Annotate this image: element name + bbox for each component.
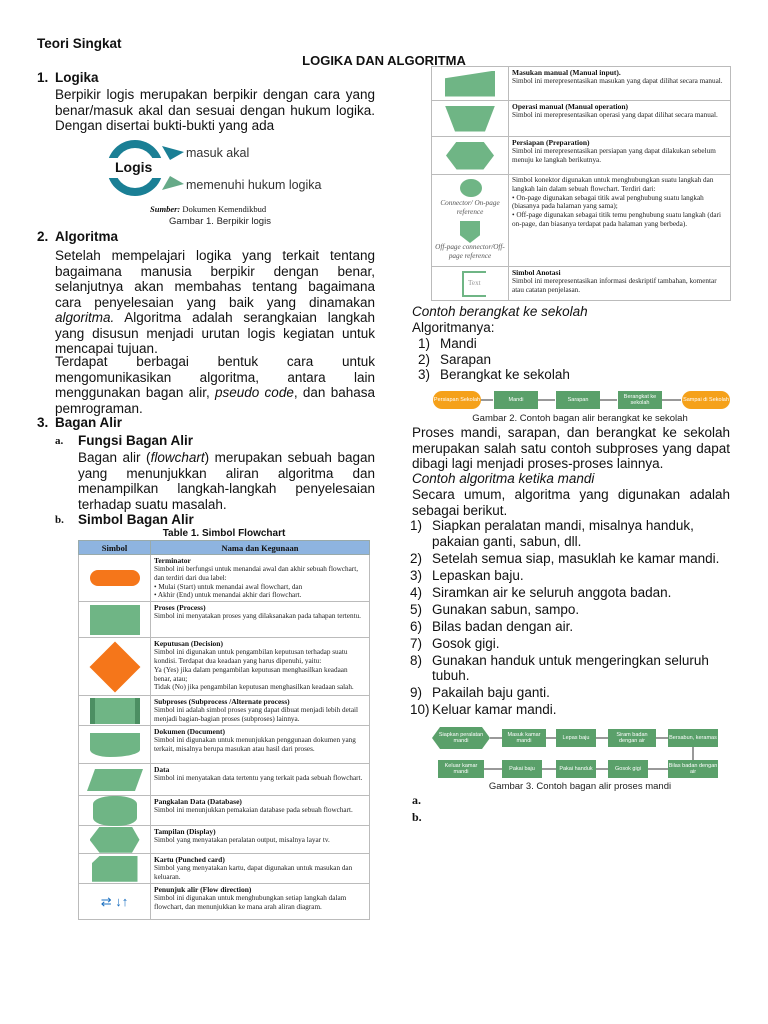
row-title: Kartu (Punched card) [154, 855, 225, 865]
step-text: Gosok gigi. [432, 635, 500, 651]
symbol-cell [79, 555, 151, 602]
flowchart-symbol-table-cont [431, 66, 731, 301]
row-title: Penunjuk alir (Flow direction) [154, 885, 252, 895]
fc2-row1-label: Masuk kamar mandi [507, 732, 541, 744]
fc1-label-0: Persiapan Sekolah [433, 397, 481, 403]
figure-1-caption: Gambar 1. Berpikir logis [169, 216, 271, 227]
step-item [410, 602, 732, 618]
preparation-icon [446, 142, 494, 170]
fc2-row2-label: Keluar kamar mandi [444, 763, 478, 775]
row-desc-line: Simbol ini digunakan untuk menghubungkan setiap langkah dalam flowchart, dan menunjukkan ke mana arah aliran diagram. [154, 894, 347, 911]
step-number: 6) [410, 618, 423, 634]
row-title: Terminator [154, 556, 191, 565]
row-title: Simbol Anotasi [512, 268, 561, 277]
table-row [79, 638, 370, 696]
item-number: 1) [418, 336, 431, 351]
table-row [79, 696, 370, 726]
section-3-heading: Bagan Alir [55, 415, 123, 430]
example-1-title: Contoh berangkat ke sekolah [412, 304, 588, 319]
row-title: Subproses (Subprocess /Alternate process) [154, 697, 290, 707]
step-item [410, 653, 732, 684]
table-row [432, 175, 731, 267]
symbol-cell [79, 826, 151, 854]
fc2-row1-label: Siram badan dengan air [616, 732, 648, 744]
arrow-up-icon [162, 146, 184, 160]
document-icon [90, 733, 140, 757]
desc-cell [151, 726, 370, 764]
row-desc-line: Simbol ini merepresentasikan informasi deskriptif tambahan, komentar atau catatan penjelasan. [512, 277, 717, 294]
fc1-label-4: Sampai di Sekolah [683, 397, 729, 403]
step-text: Setelah semua siap, masuklah ke kamar mandi. [432, 550, 720, 566]
desc-cell [509, 137, 731, 175]
desc-cell [151, 696, 370, 726]
table-row [79, 764, 370, 796]
desc-cell [151, 826, 370, 854]
row-title: Tampilan (Display) [154, 827, 216, 837]
display-icon [90, 827, 140, 853]
desc-cell [509, 67, 731, 101]
text-run: Bagan alir ( [78, 450, 151, 465]
step-text: Lepaskan baju. [432, 567, 524, 583]
algorithm-item [418, 367, 570, 383]
symbol-cell [432, 101, 509, 137]
on-page-connector-icon [460, 179, 482, 197]
symbol-cell [79, 602, 151, 638]
symbol-cell [432, 137, 509, 175]
fc2-row1-label: Lepas baju [562, 735, 590, 741]
text-run: Algoritma adalah serangkaian langkah yang disusun menjadi urutan logis kegiatan untuk mencapai tujuan. [55, 310, 375, 356]
row-title: Keputusan (Decision) [154, 639, 223, 649]
row-desc-line: Simbol ini menunjukkan pemakaian database pada sebuah flowchart. [154, 806, 353, 815]
step-item [410, 685, 732, 701]
section-1-number: 1. [37, 70, 49, 85]
section-2-heading: Algoritma [55, 229, 119, 244]
symbol-cell [79, 764, 151, 796]
manual-operation-icon [445, 106, 495, 132]
subsection-b-mark: b. [55, 514, 64, 526]
step-item [410, 636, 732, 652]
step-number: 9) [410, 685, 423, 700]
row-desc-line: Simbol yang menyatakan kartu, dapat digunakan untuk masukan dan keluaran. [154, 864, 353, 881]
logis-item-1: masuk akal [186, 146, 250, 160]
section-1-heading: Logika [55, 70, 99, 85]
connector-label: Connector/ On-page reference [440, 199, 500, 216]
row-title: Pangkalan Data (Database) [154, 797, 242, 807]
source-label: Sumber: [150, 204, 181, 214]
table-row [79, 854, 370, 884]
subsection-a-body [78, 450, 375, 512]
row-desc-line: Simbol ini menyatakan data tertentu yang terkait pada sebuah flowchart. [154, 774, 363, 783]
table-row [79, 826, 370, 854]
logis-center-label: Logis [115, 159, 153, 175]
row-title: Operasi manual (Manual operation) [512, 102, 629, 111]
fc1-label-2: Sarapan [567, 397, 589, 403]
row-desc-line: Ya (Yes) jika dalam pengambilan keputusan menghasilkan keadaan benar, atau; [154, 665, 348, 683]
arrow-down-icon [162, 176, 184, 190]
row-desc-line: Simbol ini merepresentasikan operasi yang dapat dilihat secara manual. [512, 111, 718, 119]
terminator-icon [90, 570, 140, 586]
data-icon [86, 769, 142, 791]
row-title: Masukan manual (Manual input). [512, 68, 621, 77]
annotation-label: Text [468, 279, 481, 287]
figure-2-caption: Gambar 2. Contoh bagan alir berangkat ke sekolah [472, 413, 688, 424]
subprocess-icon [90, 698, 140, 724]
table-row [79, 884, 370, 920]
desc-cell [509, 101, 731, 137]
item-number: 3) [418, 367, 431, 382]
step-number: 5) [410, 601, 423, 617]
fc2-row2-label: Bilas badan dengan air [668, 763, 718, 775]
fc2-row2-label: Gosok gigi [615, 766, 641, 772]
figure-logis [100, 138, 330, 214]
algorithm-label: Algoritmanya: [412, 320, 495, 335]
step-text: Siapkan peralatan mandi, misalnya handuk, pakaian ganti, sabun, dll. [432, 518, 694, 549]
logis-item-2: memenuhi hukum logika [186, 178, 322, 192]
fc2-row2-label: Pakai baju [509, 766, 535, 772]
text-run: Setelah mempelajari logika yang terkait tentang bagaimana manusia berpikir dengan benar, selanjutnya akan membahas tentang bagaimana cara penyelesaian yang baik yang dinamakan [55, 248, 375, 310]
algorithm-intro: Secara umum, algoritma yang digunakan adalah sebagai berikut. [412, 487, 730, 518]
step-text: Bilas badan dengan air. [432, 618, 574, 634]
desc-cell [151, 884, 370, 920]
decision-icon [89, 641, 140, 692]
desc-cell [151, 555, 370, 602]
fc1-label-3: Berangkat ke sekolah [623, 394, 657, 406]
item-a-mark: a. [412, 793, 421, 807]
step-text: Gunakan handuk untuk mengeringkan seluruh tubuh. [432, 652, 709, 683]
row-desc-line: Tidak (No) jika pengambilan keputusan menghasilkan keadaan salah. [154, 683, 354, 692]
row-title: Proses (Process) [154, 603, 206, 613]
row-desc-line: • Off-page digunakan sebagai titik temu penghubung suatu langkah (dari on-page, dan biasanya terdapat pada halaman yang berbeda). [512, 211, 721, 228]
row-desc-line: Simbol konektor digunakan untuk menghubungkan suatu langkah dan langkah lain dalam sebuah flowchart. Terdiri dari: [512, 176, 714, 193]
steps-list [410, 518, 732, 719]
step-item [410, 568, 732, 584]
row-title: Data [154, 765, 170, 775]
desc-cell [509, 175, 731, 267]
subsection-a-heading: Fungsi Bagan Alir [78, 433, 194, 448]
row-desc-line: Simbol ini digunakan untuk menunjukkan penggunaan dokumen yang terkait, misalnya berupa masukan atau hasil dari proses. [154, 736, 356, 753]
fc2-row1-label: Siapkan peralatan mandi [438, 732, 484, 744]
step-item [410, 585, 732, 601]
row-desc-line: Simbol ini merepresentasikan persiapan yang dapat dilakukan sebelum menuju ke langkah berikutnya. [512, 147, 716, 164]
step-number: 7) [410, 635, 423, 651]
step-item [410, 518, 732, 549]
row-title: Persiapan (Preparation) [512, 138, 590, 147]
row-title: Dokumen (Document) [154, 727, 226, 737]
desc-cell [151, 602, 370, 638]
row-desc-line: Simbol ini digunakan untuk pengambilan keputusan terhadap suatu kondisi. Terdapat dua keadaan yang harus dipenuhi, yaitu: [154, 648, 348, 665]
subprocess-paragraph: Proses mandi, sarapan, dan berangkat ke sekolah merupakan salah satu contoh subproses yang dapat dibagi lagi menjadi proses-proses lainnya. [412, 425, 730, 471]
section-2-para-1 [55, 248, 375, 357]
text-run: , dan bahasa pemrograman. [55, 385, 375, 416]
fc2-row1-label: Bersabun, keramas [669, 735, 717, 741]
desc-cell [151, 796, 370, 826]
off-page-connector-icon [460, 221, 480, 243]
figure-source [150, 204, 266, 214]
fc1-label-1: Mandi [508, 397, 524, 403]
step-text: Keluar kamar mandi. [432, 702, 557, 717]
row-desc-line: Simbol ini adalah simbol proses yang dapat dibuat menjadi lebih detail menjadi bagian-bagian proses (subproses) lainnya. [154, 706, 359, 723]
item-number: 2) [418, 351, 431, 367]
flow-direction-icon: ⇄ ↓↑ [100, 893, 129, 909]
algorithm-item [418, 352, 570, 368]
symbol-cell [432, 67, 509, 101]
item-b-mark: b. [412, 810, 422, 824]
step-item [410, 551, 732, 567]
subsection-b-heading: Simbol Bagan Alir [78, 512, 194, 527]
step-number: 10) [410, 702, 430, 717]
algorithm-list [418, 336, 570, 383]
step-number: 4) [410, 584, 423, 600]
row-desc-line: • On-page digunakan sebagai titik awal penghubung suatu langkah (biasanya pada halaman yang sama); [512, 193, 704, 211]
desc-cell [151, 764, 370, 796]
example-2-title: Contoh algoritma ketika mandi [412, 471, 595, 486]
page-title: LOGIKA DAN ALGORITMA [302, 53, 466, 68]
col-name: Nama dan Kegunaan [151, 541, 370, 555]
desc-cell [509, 267, 731, 301]
step-number: 2) [410, 550, 423, 566]
col-symbol: Simbol [79, 541, 151, 555]
symbol-cell [79, 638, 151, 696]
desc-cell [151, 638, 370, 696]
item-text: Sarapan [440, 351, 492, 367]
header-label: Teori Singkat [37, 36, 122, 51]
text-run: ) merupakan sebuah bagan yang menunjukkan aliran algoritma dan menampilkan langkah-langkah penyelesaian terhadap suatu masalah. [78, 450, 375, 512]
row-desc-line: • Akhir (End) untuk menandai akhir dari flowchart. [154, 591, 302, 600]
symbol-cell [79, 854, 151, 884]
step-item [410, 702, 732, 718]
row-desc-line: Simbol ini menyatakan proses yang dilaksanakan pada tahapan tertentu. [154, 612, 361, 621]
database-icon [93, 796, 137, 826]
table-row [79, 555, 370, 602]
symbol-cell [79, 884, 151, 920]
item-text: Mandi [440, 336, 477, 351]
symbol-cell [432, 175, 509, 267]
symbol-cell [432, 267, 509, 301]
subsection-a-mark: a. [55, 435, 64, 447]
step-number: 1) [410, 518, 423, 533]
punched-card-icon [92, 856, 138, 882]
desc-cell [151, 854, 370, 884]
pseudo-code-term: pseudo code [214, 385, 294, 400]
table-row [432, 137, 731, 175]
table-row [432, 67, 731, 101]
table-row [79, 726, 370, 764]
section-1-body: Berpikir logis merupakan berpikir dengan cara yang benar/masuk akal dan sesuai dengan hukum logika. Dengan disertai bukti-bukti yang ada [55, 87, 375, 133]
row-desc-line: Simbol ini berfungsi untuk menandai awal dan akhir sebuah flowchart, dan terdiri dari dua label: [154, 565, 358, 582]
row-desc-line: • Mulai (Start) untuk menandai awal flowchart, dan [154, 582, 303, 591]
section-3-number: 3. [37, 415, 49, 430]
section-2-para-2 [55, 354, 375, 416]
row-desc-line: Simbol yang menyatakan peralatan output, misalnya layar tv. [154, 836, 330, 845]
step-text: Gunakan sabun, sampo. [432, 601, 580, 617]
table-1-caption: Table 1. Simbol Flowchart [162, 528, 286, 539]
symbol-cell [79, 726, 151, 764]
step-text: Pakailah baju ganti. [432, 685, 550, 700]
section-2-number: 2. [37, 229, 49, 244]
step-text: Siramkan air ke seluruh anggota badan. [432, 584, 672, 600]
source-text: Dokumen Kemendikbud [180, 204, 267, 214]
algoritma-term: algoritma. [55, 310, 115, 325]
symbol-cell [79, 796, 151, 826]
table-row [79, 796, 370, 826]
text-run: Terdapat berbagai bentuk cara untuk mengomunikasikan algoritma, antara lain menggunakan bagan alir, [55, 354, 375, 400]
table-row [79, 602, 370, 638]
flowchart-term: flowchart [150, 450, 205, 465]
flowchart-symbol-table [78, 540, 370, 920]
fc2-row2-label: Pakai handuk [559, 766, 593, 772]
table-row [432, 267, 731, 301]
row-desc-line: Simbol ini merepresentasikan masukan yang dapat dilihat secara manual. [512, 77, 723, 85]
algorithm-item [418, 336, 570, 352]
offpage-label: Off-page connector/Off-page reference [435, 243, 505, 260]
item-text: Berangkat ke sekolah [440, 367, 570, 382]
step-number: 8) [410, 652, 423, 668]
figure-3-caption: Gambar 3. Contoh bagan alir proses mandi [488, 781, 672, 792]
table-row [432, 101, 731, 137]
manual-input-icon [445, 71, 495, 97]
process-icon [90, 605, 140, 635]
step-item [410, 619, 732, 635]
step-number: 3) [410, 567, 423, 583]
symbol-cell [79, 696, 151, 726]
